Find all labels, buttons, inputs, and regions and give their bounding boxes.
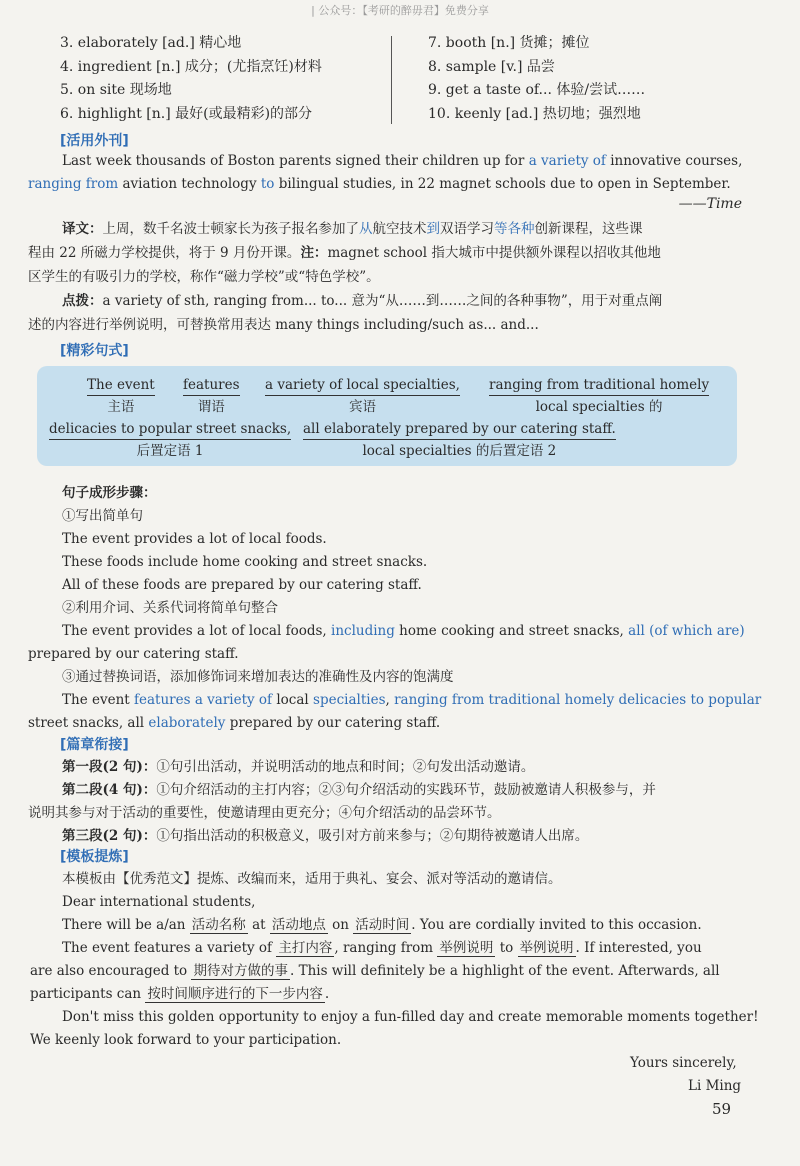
step-heading: ①写出简单句 [62,508,143,524]
translation-line2: 程由 22 所磁力学校提供，将于 9 月份开课。注：magnet school 指大城市中提供额外课程以招收其他地 [28,245,661,261]
magazine-excerpt-line2: ranging from aviation technology to bilingual studies, in 22 magnet schools due to open in September. [28,176,731,192]
letter-line: Don't miss this golden opportunity to enjoy a fun-filled day and create memorable moments together! [62,1009,759,1025]
template-blank: 活动时间 [355,917,410,933]
template-blank: 举例说明 [439,940,494,956]
vocab-column-left [60,32,378,126]
letter-line: We keenly look forward to your participation. [30,1032,342,1048]
vocab-item: 4. ingredient [n.] 成分；(尤指烹饪)材料 [60,58,322,75]
letter-line: There will be a/an 活动名称 at 活动地点 on 活动时间 . You are cordially invited to this occasion. [62,917,702,933]
magazine-excerpt-line1: Last week thousands of Boston parents signed their children up for a variety of innovative courses, [62,153,743,169]
vocab-item: 9. get a taste of... 体验/尝试…… [428,82,646,98]
letter-line: are also encouraged to 期待对方做的事 . This will definitely be a highlight of the event. Afterwards, all [30,963,720,979]
step-heading: ③通过替换词语，添加修饰词来增加表达的准确性及内容的饱满度 [62,669,454,685]
vocab-column-right [428,32,740,126]
paragraph-outline: 说明其参与对于活动的重要性，使邀请理由更充分；④句介绍活动的品尝环节。 [28,805,501,821]
structure-part: delicacies to popular street snacks, 后置定语 1 [49,421,292,459]
page-number: 59 [712,1100,732,1118]
vocab-item: 6. highlight [n.] 最好(或最精彩)的部分 [60,105,313,122]
section-heading-huoyong: [活用外刊] [60,133,129,149]
structure-part: ranging from traditional homely local specialties 的 [489,377,710,415]
letter-line: participants can 按时间顺序进行的下一步内容 . [30,986,330,1002]
step-sentence: The event provides a lot of local foods. [62,531,327,547]
vocabulary-list [60,32,740,128]
step-heading: ②利用介词、关系代词将简单句整合 [62,600,278,616]
structure-part: all elaborately prepared by our catering staff. local specialties 的后置定语 2 [303,421,616,459]
letter-signature: Li Ming [688,1078,742,1094]
step-sentence: These foods include home cooking and street snacks. [62,554,428,570]
structure-part: features 谓语 [183,377,240,415]
watermark: | 公众号：【考研的醉毋君】免费分享 [311,4,489,17]
translation-line3: 区学生的有吸引力的学校，称作“磁力学校”或“特色学校”。 [28,269,380,285]
vocab-item: 3. elaborately [ad.] 精心地 [60,35,242,51]
paragraph-outline: 第二段(4 句)：①句介绍活动的主打内容；②③句介绍活动的实践环节，鼓励被邀请人积极参与，并 [62,782,656,798]
section-heading-pianzhang: [篇章衔接] [60,737,129,753]
letter-line: The event features a variety of 主打内容 , ranging from 举例说明 to 举例说明 . If interested, you [62,940,702,956]
paragraph-outline: 第一段(2 句)：①句引出活动，并说明活动的地点和时间；②句发出活动邀请。 [62,759,535,775]
template-intro: 本模板由【优秀范文】提炼、改编而来，适用于典礼、宴会、派对等活动的邀请信。 [62,871,562,887]
vocab-item: 5. on site 现场地 [60,82,172,98]
structure-part: The event 主语 [87,377,155,415]
section-heading-template: [模板提炼] [60,849,129,865]
section-heading-jingcai: [精彩句式] [60,343,129,359]
tip-line1: 点拨：a variety of sth, ranging from... to... 意为“从……到……之间的各种事物”，用于对重点阐 [62,293,663,309]
template-blank: 活动名称 [191,917,246,933]
tip-line2: 述的内容进行举例说明，可替换常用表达 many things including/such as... and... [28,317,539,333]
template-blank: 期待对方做的事 [193,963,288,979]
letter-greeting: Dear international students, [62,894,256,910]
vocab-item: 7. booth [n.] 货摊；摊位 [428,35,590,51]
template-blank: 活动地点 [271,917,326,933]
step-sentence: street snacks, all elaborately prepared by our catering staff. [28,715,441,731]
structure-part: a variety of local specialties, 宾语 [265,377,460,415]
letter-closing: Yours sincerely, [630,1055,737,1071]
step-sentence: All of these foods are prepared by our catering staff. [62,577,422,593]
sentence-structure-box [37,366,737,466]
template-blank: 按时间顺序进行的下一步内容 [147,986,323,1002]
steps-title: 句子成形步骤： [62,485,157,501]
vocab-item: 10. keenly [ad.] 热切地；强烈地 [428,105,641,122]
step-sentence: The event provides a lot of local foods, including home cooking and street snacks, all (of which are) [62,623,745,639]
translation-line1: 译文：上周，数千名波士顿家长为孩子报名参加了从航空技术到双语学习等各种创新课程，这些课 [62,221,643,237]
vocab-item: 8. sample [v.] 品尝 [428,58,555,75]
template-blank: 举例说明 [519,940,574,956]
step-sentence: prepared by our catering staff. [28,646,239,662]
template-blank: 主打内容 [278,940,333,956]
column-divider [391,36,392,124]
paragraph-outline: 第三段(2 句)：①句指出活动的积极意义，吸引对方前来参与；②句期待被邀请人出席。 [62,828,589,844]
source-attribution: ——Time [678,196,742,212]
step-sentence: The event features a variety of local specialties, ranging from traditional homely delicacies to popular [62,692,762,708]
